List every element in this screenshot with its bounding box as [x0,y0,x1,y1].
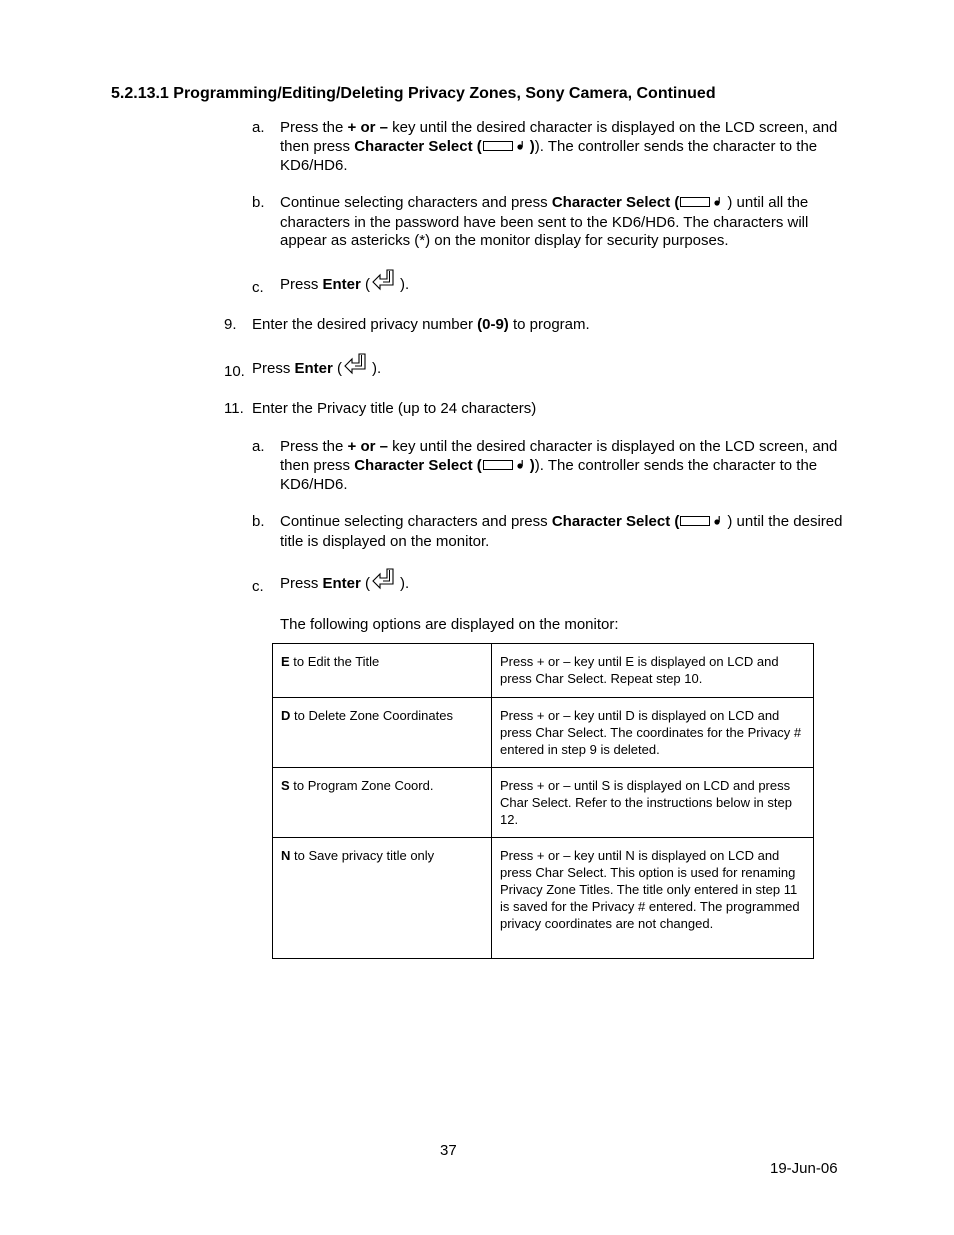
step-9-text: Enter the desired privacy number (0-9) to program. [252,316,590,333]
char-select-key-icon [680,514,726,533]
option-label-cell: D to Delete Zone Coordinates [273,698,492,768]
step-9-marker: 9. [224,316,237,333]
step-11a-marker: a. [252,438,265,455]
enter-key-icon [343,352,371,387]
option-description-cell: Press + or – key until N is displayed on LCD and press Char Select. This option is used for renaming Privacy Zone Titles. The title only entered in step 11 is saved for the Privacy # entered. The programmed privacy coordinates are not changed. [492,838,814,959]
step-10-text: Press Enter ( ). [252,352,552,387]
step-11-text: Enter the Privacy title (up to 24 characters) [252,400,537,417]
step-8c-marker: c. [252,279,264,296]
char-select-key-icon [680,195,726,214]
step-11b-marker: b. [252,513,265,530]
table-row [273,838,814,959]
enter-key-icon [371,268,399,303]
option-label-cell: E to Edit the Title [273,644,492,698]
step-8b-text: Continue selecting characters and press Character Select ( ) until all the characters in the password have been sent to the KD6/HD6. The characters will appear as astericks (*) on the monitor display for security purposes. [280,194,809,250]
page-number: 37 [440,1142,457,1159]
step-8b-marker: b. [252,194,265,211]
option-description-cell: Press + or – until S is displayed on LCD and press Char Select. Refer to the instructions below in step 12. [492,768,814,838]
step-11c-marker: c. [252,578,264,595]
char-select-key-icon [483,139,529,158]
option-label-cell: S to Program Zone Coord. [273,768,492,838]
section-heading: 5.2.13.1 Programming/Editing/Deleting Privacy Zones, Sony Camera, Continued [111,85,716,102]
table-row [273,698,814,768]
option-description-cell: Press + or – key until E is displayed on LCD and press Char Select. Repeat step 10. [492,644,814,698]
table-row [273,768,814,838]
char-select-key-icon [483,458,529,477]
step-11a-text: Press the + or – key until the desired character is displayed on the LCD screen, and then press Character Select ( )). The controller sends the character to the KD6/HD6. [280,438,838,494]
options-table [272,643,814,959]
option-description-cell: Press + or – key until D is displayed on LCD and press Char Select. The coordinates for the Privacy # entered in step 9 is deleted. [492,698,814,768]
step-8a-marker: a. [252,119,265,136]
step-11c-text: Press Enter ( ). [280,567,580,602]
option-label-cell: N to Save privacy title only [273,838,492,959]
options-intro: The following options are displayed on the monitor: [280,616,619,633]
table-row [273,644,814,698]
step-11-marker: 11. [224,400,244,417]
footer-date: 19-Jun-06 [770,1160,838,1177]
step-10-marker: 10. [224,363,245,380]
step-8c-text: Press Enter ( ). [280,268,580,303]
enter-key-icon [371,567,399,602]
step-8a-text: Press the + or – key until the desired character is displayed on the LCD screen, and then press Character Select ( )). The controller sends the character to the KD6/HD6. [280,119,838,175]
step-11b-text: Continue selecting characters and press Character Select ( ) until the desired title is displayed on the monitor. [280,513,843,550]
